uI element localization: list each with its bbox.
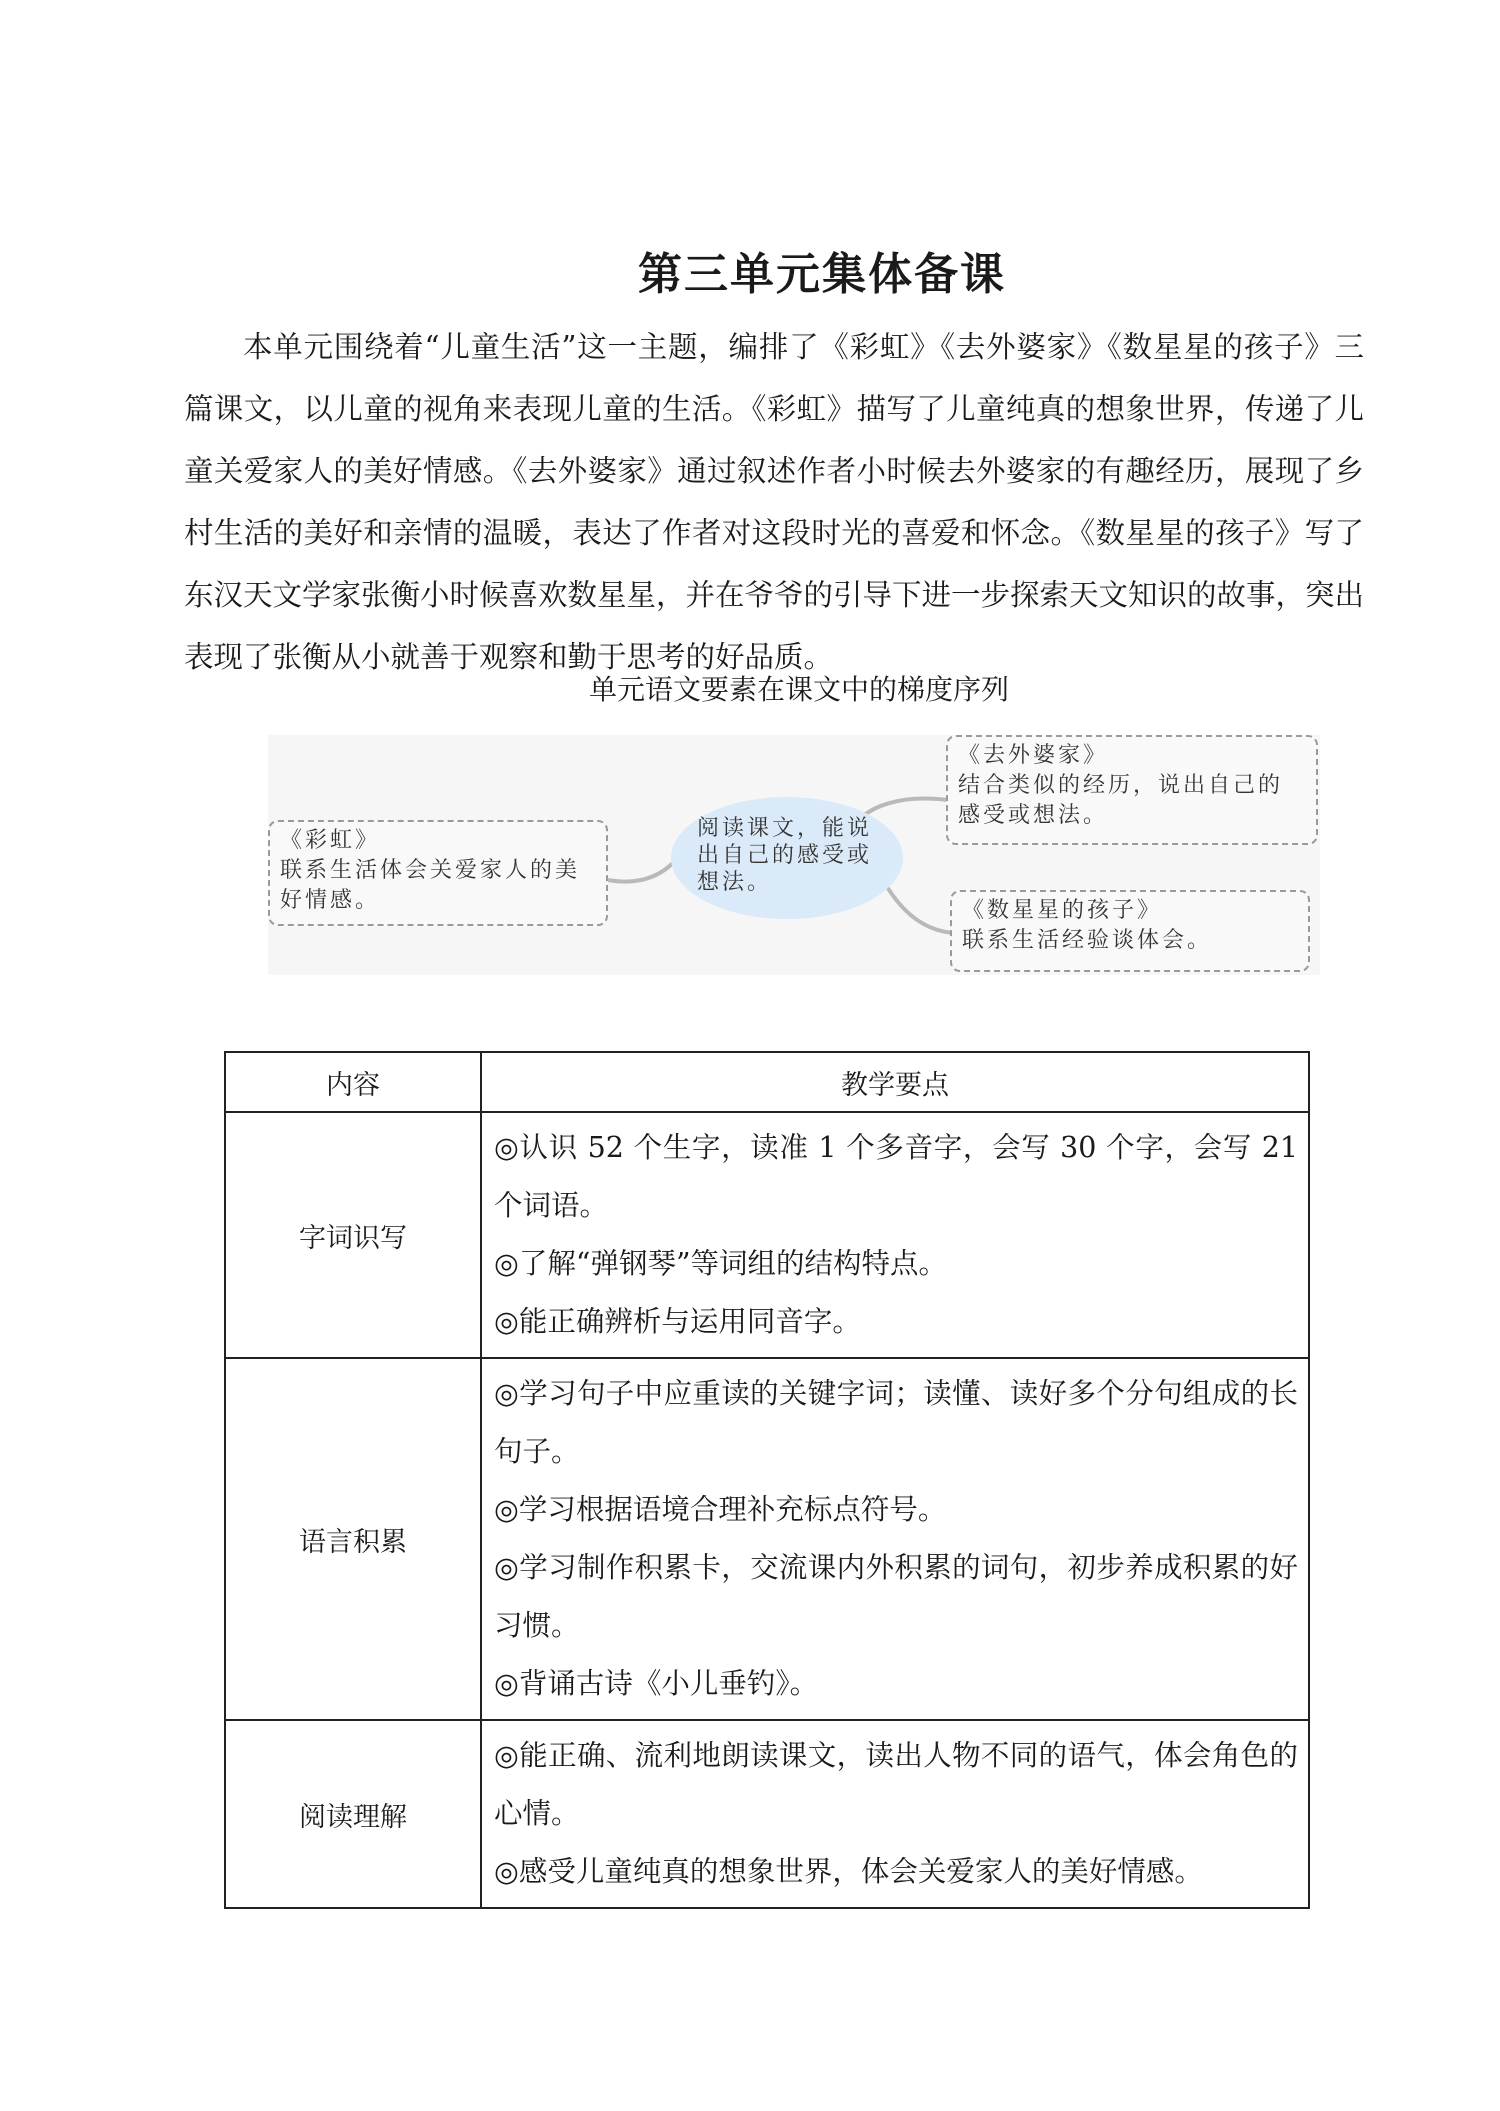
column-header-content: 内容 bbox=[225, 1052, 481, 1112]
table-row bbox=[225, 1358, 1309, 1720]
teaching-point: ◎能正确辨析与运用同音字。 bbox=[494, 1305, 861, 1338]
teaching-point: ◎了解“弹钢琴”等词组的结构特点。 bbox=[494, 1247, 948, 1280]
category-cell: 阅读理解 bbox=[225, 1720, 481, 1908]
teaching-point: ◎学习制作积累卡，交流课内外积累的词句，初步养成积累的好习惯。 bbox=[494, 1551, 1298, 1642]
node-center-goal: 阅读课文，能说出自己的感受或想法。 bbox=[671, 797, 903, 919]
teaching-point: ◎学习根据语境合理补充标点符号。 bbox=[494, 1493, 947, 1526]
points-cell bbox=[481, 1720, 1309, 1908]
node-shu-xing-xing: 《数星星的孩子》 联系生活经验谈体会。 bbox=[950, 890, 1310, 972]
teaching-point: ◎感受儿童纯真的想象世界，体会关爱家人的美好情感。 bbox=[494, 1855, 1203, 1888]
category-cell: 字词识写 bbox=[225, 1112, 481, 1358]
node-caihong: 《彩虹》 联系生活体会关爱家人的美好情感。 bbox=[268, 820, 608, 926]
node-qu-wai-po-jia: 《去外婆家》 结合类似的经历，说出自己的感受或想法。 bbox=[946, 735, 1318, 845]
diagram-caption: 单元语文要素在课文中的梯度序列 bbox=[588, 673, 1009, 706]
teaching-point: ◎背诵古诗《小儿垂钓》。 bbox=[494, 1667, 819, 1700]
teaching-plan-table bbox=[224, 1051, 1310, 1909]
teaching-point: ◎学习句子中应重读的关键字词；读懂、读好多个分句组成的长句子。 bbox=[494, 1377, 1298, 1468]
table-header-row bbox=[225, 1052, 1309, 1112]
teaching-point: ◎能正确、流利地朗读课文，读出人物不同的语气，体会角色的心情。 bbox=[494, 1739, 1298, 1830]
mind-map-diagram bbox=[268, 735, 1320, 975]
page-title: 第三单元集体备课 bbox=[638, 249, 1006, 300]
table-row bbox=[225, 1720, 1309, 1908]
table-row bbox=[225, 1112, 1309, 1358]
category-cell: 语言积累 bbox=[225, 1358, 481, 1720]
column-header-teaching-points: 教学要点 bbox=[481, 1052, 1309, 1112]
points-cell bbox=[481, 1358, 1309, 1720]
teaching-point: ◎认识 52 个生字，读准 1 个多音字，会写 30 个字，会写 21 个词语。 bbox=[494, 1131, 1298, 1222]
intro-paragraph: 本单元围绕着“儿童生活”这一主题，编排了《彩虹》《去外婆家》《数星星的孩子》三篇课文，以儿童的视角来表现儿童的生活。《彩虹》描写了儿童纯真的想象世界，传递了儿童关爱家人的美好情感。《去外婆家》通过叙述作者小时候去外婆家的有趣经历，展现了乡村生活的美好和亲情的温暖，表达了作者对这段时光的喜爱和怀念。《数星星的孩子》写了东汉天文学家张衡小时候喜欢数星星，并在爷爷的引导下进一步探索天文知识的故事，突出表现了张衡从小就善于观察和勤于思考的好品质。 bbox=[184, 330, 1365, 674]
points-cell bbox=[481, 1112, 1309, 1358]
